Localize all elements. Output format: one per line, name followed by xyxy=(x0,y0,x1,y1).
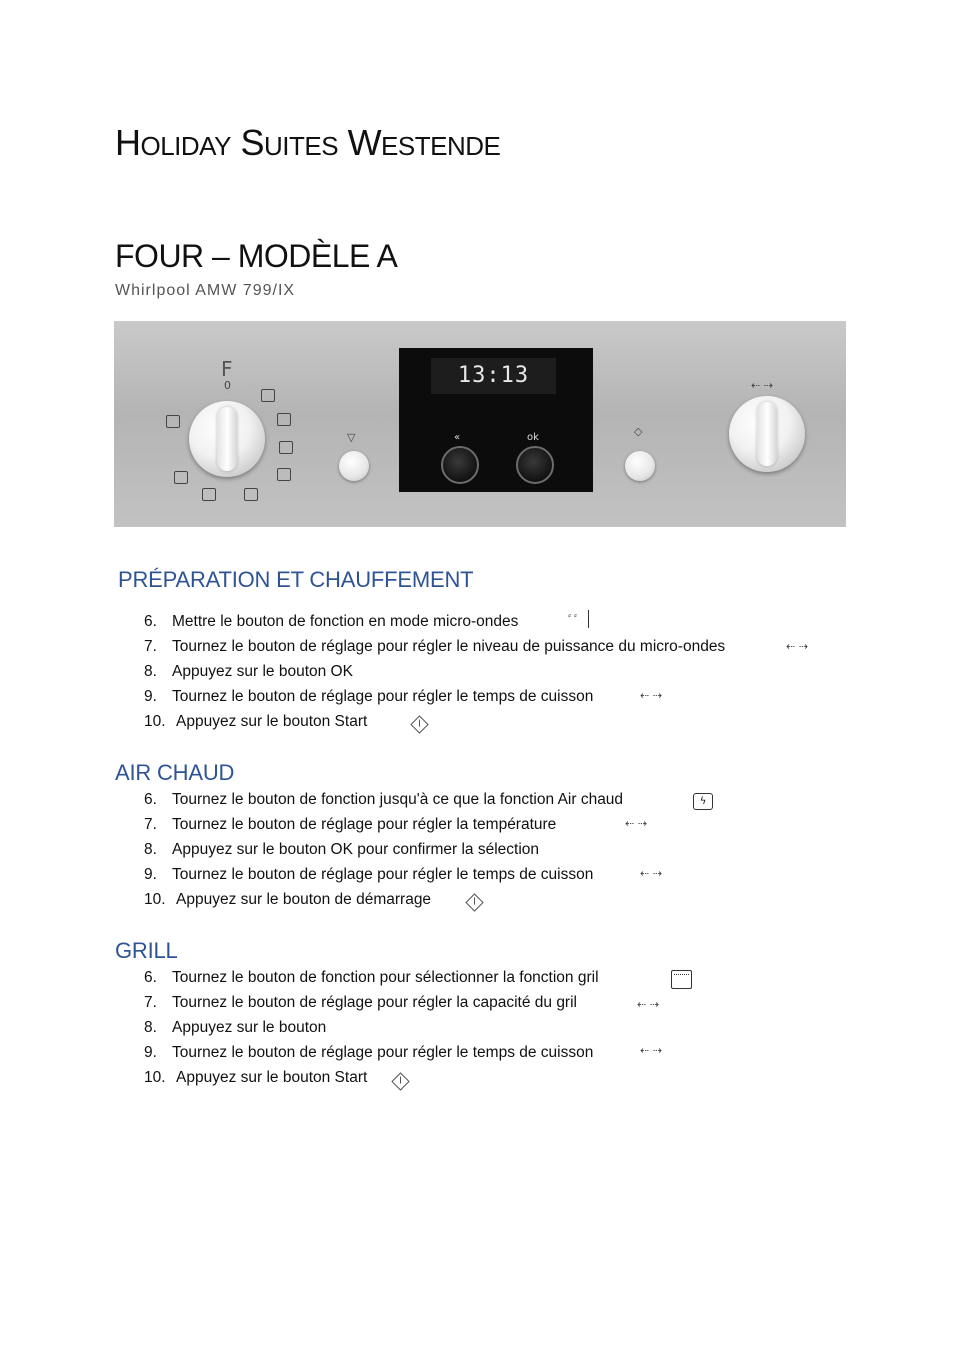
list-item: 8. Appuyez sur le bouton xyxy=(144,1019,327,1036)
list-item: 9. Tournez le bouton de réglage pour régler le temps de cuisson xyxy=(144,688,594,705)
model-subtitle: Whirlpool AMW 799/IX xyxy=(115,282,296,299)
stop-button[interactable] xyxy=(339,451,369,481)
title-word-2: SUITES xyxy=(240,122,339,163)
model-title: FOUR – MODÈLE A xyxy=(115,238,398,274)
section-preparation-title: PRÉPARATION ET CHAUFFEMENT xyxy=(118,567,474,592)
start-icon xyxy=(391,1072,409,1090)
list-item: 8. Appuyez sur le bouton OK pour confirmer la sélection xyxy=(144,841,540,858)
list-item: 9. Tournez le bouton de réglage pour régler le temps de cuisson xyxy=(144,1044,594,1061)
hot-air-icon: ϟ xyxy=(693,793,713,810)
ok-label: ok xyxy=(527,432,539,443)
function-zero: 0 xyxy=(224,379,231,392)
list-item: 6. Tournez le bouton de fonction jusqu'à ce que la fonction Air chaud xyxy=(144,791,624,808)
air-mini-icon xyxy=(202,488,216,501)
adjust-arrows-icon: ⇠ ⇢ xyxy=(640,1044,662,1057)
adjust-arrows-icon: ⇠ ⇢ xyxy=(625,817,647,830)
grill-icon xyxy=(671,970,692,989)
list-item: 7. Tournez le bouton de réglage pour régler la capacité du gril xyxy=(144,994,577,1011)
auto-icon xyxy=(166,415,180,428)
adjust-arrows-icon: ⇠ ⇢ xyxy=(751,379,773,392)
oven-control-panel xyxy=(114,321,846,527)
adjust-arrows-icon: ⇠ ⇢ xyxy=(640,689,662,702)
list-item: 9. Tournez le bouton de réglage pour régler le temps de cuisson xyxy=(144,866,594,883)
display-unit xyxy=(399,348,593,492)
list-item: 10. Appuyez sur le bouton de démarrage xyxy=(144,891,432,908)
time-display: 13:13 xyxy=(431,358,556,394)
adjust-arrows-icon: ⇠ ⇢ xyxy=(637,998,659,1011)
section-grill-title: GRILL xyxy=(115,938,178,963)
title-word-1: HOLIDAY xyxy=(115,122,231,163)
ok-button[interactable] xyxy=(516,446,554,484)
function-letter: F xyxy=(221,357,233,381)
list-item: 6. Tournez le bouton de fonction pour sélectionner la fonction gril xyxy=(144,969,599,986)
document-title xyxy=(115,122,500,164)
list-item: 8. Appuyez sur le bouton OK xyxy=(144,663,353,680)
list-item: 7. Tournez le bouton de réglage pour régler la température xyxy=(144,816,557,833)
steam-icon xyxy=(174,471,188,484)
grill-mini-icon xyxy=(279,441,293,454)
microwave-icon: ⸗ ⸗ xyxy=(568,610,589,628)
section-air-chaud-title: AIR CHAUD xyxy=(115,760,235,785)
start-panel-icon: ◇ xyxy=(634,425,643,438)
list-item: 10. Appuyez sur le bouton Start xyxy=(144,1069,368,1086)
defrost-icon xyxy=(261,389,275,402)
stop-icon: ▽ xyxy=(347,431,356,444)
combi-icon xyxy=(277,468,291,481)
back-button[interactable] xyxy=(441,446,479,484)
start-icon xyxy=(465,893,483,911)
oven-icon xyxy=(277,413,291,426)
function-knob[interactable] xyxy=(189,401,265,477)
list-item: 7. Tournez le bouton de réglage pour régler le niveau de puissance du micro-ondes xyxy=(144,638,726,655)
start-icon xyxy=(410,715,428,733)
adjust-arrows-icon: ⇠ ⇢ xyxy=(640,867,662,880)
title-word-3: WESTENDE xyxy=(347,122,501,163)
adjust-arrows-icon: ⇠ ⇢ xyxy=(786,640,808,653)
adjust-knob[interactable] xyxy=(729,396,805,472)
start-button[interactable] xyxy=(625,451,655,481)
list-item: 6. Mettre le bouton de fonction en mode micro-ondes xyxy=(144,613,519,630)
back-label: « xyxy=(454,432,461,443)
list-item: 10. Appuyez sur le bouton Start xyxy=(144,713,368,730)
crisp-icon xyxy=(244,488,258,501)
